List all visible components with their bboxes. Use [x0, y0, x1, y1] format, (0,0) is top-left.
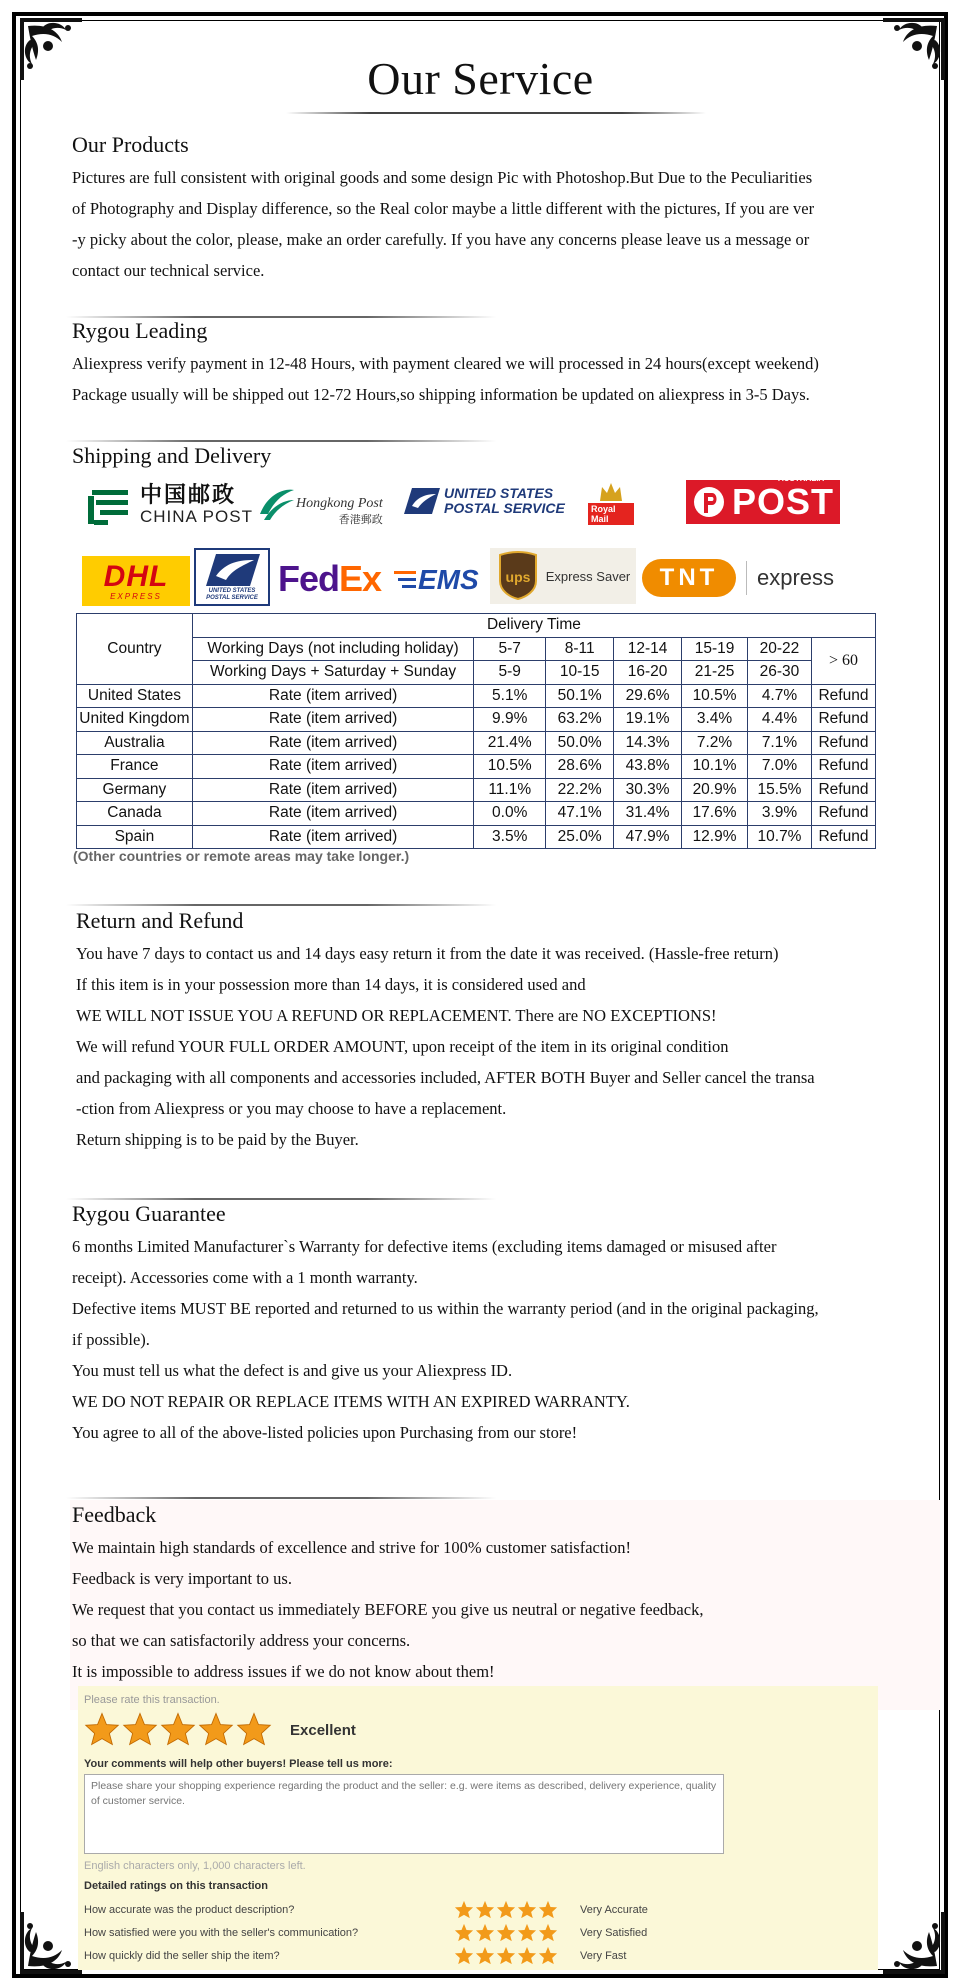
star-icon[interactable] — [496, 1900, 516, 1919]
china-post-en: CHINA POST — [140, 507, 253, 526]
hk-post-wing-icon — [258, 484, 296, 528]
dhl-logo — [82, 556, 190, 606]
paragraph-line: contact our technical service. — [72, 261, 265, 280]
country-header: Country — [77, 614, 193, 685]
rate-label-cell: Rate (item arrived) — [192, 802, 473, 826]
paragraph-line: -y picky about the color, please, make an order carefully. If you have any concerns please leave us a message or — [72, 230, 810, 249]
paragraph-line: and packaging with all components and accessories included, AFTER BOTH Buyer and Seller cancel the transa — [76, 1068, 815, 1087]
section-rygou-guarantee — [72, 1201, 892, 1448]
refund-cell: Refund — [811, 731, 875, 755]
ups-saver-text: Express Saver — [545, 568, 631, 584]
usps-small-logo — [194, 548, 270, 606]
paragraph-line: We will refund YOUR FULL ORDER AMOUNT, upon receipt of the item in its original condition — [76, 1037, 729, 1056]
table-header-row — [77, 637, 876, 661]
rate-label-cell: Rate (item arrived) — [192, 684, 473, 708]
delivery-time-table — [76, 613, 876, 849]
ems-text: EMS — [418, 564, 479, 595]
detailed-ratings-title: Detailed ratings on this transaction — [84, 1880, 268, 1892]
star-icon[interactable] — [160, 1712, 196, 1746]
rate-cell: 12.9% — [682, 825, 748, 849]
table-header-row — [77, 614, 876, 638]
paragraph-line: Pictures are full consistent with original goods and some design Pic with Photoshop.But Due to the Peculiarities — [72, 168, 813, 187]
paragraph-line: We request that you contact us immediately BEFORE you give us neutral or negative feedback, — [72, 1600, 704, 1619]
star-icon[interactable] — [496, 1923, 516, 1942]
refund-cell: Refund — [811, 802, 875, 826]
country-cell: France — [77, 755, 193, 779]
paragraph-line: 6 months Limited Manufacturer`s Warranty for defective items (excluding items damaged or misused after — [72, 1237, 777, 1256]
star-icon[interactable] — [454, 1946, 474, 1965]
paragraph-line: WE WILL NOT ISSUE YOU A REFUND OR REPLACEMENT. There are NO EXCEPTIONS! — [76, 1006, 717, 1025]
rate-cell: 5.1% — [474, 684, 546, 708]
rating-stars[interactable] — [454, 1946, 558, 1965]
rate-cell: 10.5% — [682, 684, 748, 708]
corner-ornament-icon — [18, 1910, 84, 1976]
ups-text: ups — [505, 569, 531, 585]
paragraph-line: so that we can satisfactorily address your concerns. — [72, 1631, 411, 1650]
rate-cell: 47.9% — [614, 825, 682, 849]
section-shipping — [72, 443, 892, 473]
dhl-text: DHL — [103, 559, 169, 593]
tnt-text: TNT — [642, 559, 736, 597]
rate-cell: 31.4% — [614, 802, 682, 826]
rating-answer: Very Fast — [580, 1950, 627, 1962]
tnt-divider — [746, 561, 747, 595]
section-heading: Return and Refund — [76, 908, 244, 933]
rating-question: How accurate was the product description? — [84, 1904, 295, 1916]
range-cell: 8-11 — [546, 637, 614, 661]
china-post-icon — [86, 482, 134, 530]
rate-label-cell: Rate (item arrived) — [192, 825, 473, 849]
rating-stars[interactable] — [454, 1923, 558, 1942]
country-cell: United Kingdom — [77, 708, 193, 732]
table-row — [77, 755, 876, 779]
section-heading: Shipping and Delivery — [72, 443, 272, 468]
rate-cell: 63.2% — [546, 708, 614, 732]
refund-cell: Refund — [811, 684, 875, 708]
australia-post-logo — [686, 474, 840, 524]
star-icon[interactable] — [538, 1946, 558, 1965]
overall-rating-stars[interactable] — [84, 1712, 272, 1746]
usps-eagle-icon — [202, 552, 262, 588]
table-row — [77, 825, 876, 849]
paragraph-line: if possible). — [72, 1330, 150, 1349]
rate-cell: 22.2% — [546, 778, 614, 802]
star-icon[interactable] — [475, 1946, 495, 1965]
rate-cell: 43.8% — [614, 755, 682, 779]
review-form-panel — [78, 1686, 878, 1970]
comments-textarea[interactable] — [84, 1774, 724, 1854]
star-icon[interactable] — [517, 1923, 537, 1942]
rate-cell: 20.9% — [682, 778, 748, 802]
tnt-logo — [642, 556, 842, 600]
star-icon[interactable] — [517, 1946, 537, 1965]
refund-cell: Refund — [811, 825, 875, 849]
rate-cell: 10.1% — [682, 755, 748, 779]
rate-cell: 50.1% — [546, 684, 614, 708]
table-row — [77, 731, 876, 755]
star-icon[interactable] — [538, 1923, 558, 1942]
rate-label-cell: Rate (item arrived) — [192, 708, 473, 732]
paragraph-line: Defective items MUST BE reported and returned to us within the warranty period (and in the original packaging, — [72, 1299, 819, 1318]
range-cell: 20-22 — [748, 637, 812, 661]
paragraph-line: We maintain high standards of excellence and strive for 100% customer satisfaction! — [72, 1538, 632, 1557]
rate-cell: 3.5% — [474, 825, 546, 849]
paragraph-line: Feedback is very important to us. — [72, 1569, 292, 1588]
rating-answer: Very Satisfied — [580, 1927, 648, 1939]
star-icon[interactable] — [475, 1923, 495, 1942]
range-cell: 12-14 — [614, 637, 682, 661]
royal-mail-logo — [588, 480, 634, 526]
rating-row-accuracy — [84, 1900, 684, 1922]
refund-cell: Refund — [811, 755, 875, 779]
hk-post-en: Hongkong Post — [296, 496, 383, 511]
ups-shield-icon — [496, 551, 540, 601]
rate-prompt: Please rate this transaction. — [84, 1694, 220, 1706]
range-cell: 26-30 — [748, 661, 812, 685]
china-post-logo — [86, 478, 254, 534]
table-header-row — [77, 661, 876, 685]
rate-cell: 28.6% — [546, 755, 614, 779]
working-days-weekend-label: Working Days + Saturday + Sunday — [192, 661, 473, 685]
paragraph-line: -ction from Aliexpress or you may choose to have a replacement. — [76, 1099, 507, 1118]
usps-small-text: UNITED STATES POSTAL SERVICE — [206, 588, 258, 601]
rate-cell: 3.9% — [748, 802, 812, 826]
rating-stars[interactable] — [454, 1900, 558, 1919]
rate-cell: 25.0% — [546, 825, 614, 849]
section-return-refund — [76, 908, 896, 1155]
star-icon[interactable] — [454, 1923, 474, 1942]
table-row — [77, 802, 876, 826]
range-cell: 16-20 — [614, 661, 682, 685]
usps-eagle-icon — [404, 488, 440, 514]
rating-row-shipping-speed — [84, 1946, 684, 1968]
rate-cell: 0.0% — [474, 802, 546, 826]
star-icon[interactable] — [496, 1946, 516, 1965]
paragraph-line: receipt). Accessories come with a 1 month warranty. — [72, 1268, 418, 1287]
rate-cell: 4.4% — [748, 708, 812, 732]
section-divider — [66, 1497, 496, 1499]
paragraph-line: Aliexpress verify payment in 12-48 Hours, with payment cleared we will processed in 24 hours(except weekend) — [72, 354, 819, 373]
range-cell: 15-19 — [682, 637, 748, 661]
ems-speed-lines-icon — [392, 567, 418, 593]
range-cell: 10-15 — [546, 661, 614, 685]
character-limit-hint: English characters only, 1,000 characters left. — [84, 1860, 306, 1872]
usps-logo — [404, 482, 574, 520]
table-row — [77, 778, 876, 802]
country-cell: Germany — [77, 778, 193, 802]
section-feedback — [72, 1502, 892, 1687]
rate-cell: 50.0% — [546, 731, 614, 755]
fedex-ex: Ex — [339, 558, 382, 599]
rate-cell: 14.3% — [614, 731, 682, 755]
country-cell: Spain — [77, 825, 193, 849]
fedex-logo — [278, 556, 386, 602]
star-icon[interactable] — [475, 1900, 495, 1919]
auspost-big: POST — [731, 481, 834, 522]
paragraph-line: You agree to all of the above-listed policies upon Purchasing from our store! — [72, 1423, 578, 1442]
delivery-time-header: Delivery Time — [192, 614, 875, 638]
tnt-express: express — [757, 565, 835, 590]
rate-cell: 30.3% — [614, 778, 682, 802]
remote-areas-note: (Other countries or remote areas may take longer.) — [73, 848, 410, 864]
comments-label: Your comments will help other buyers! Please tell us more: — [84, 1758, 393, 1770]
star-icon[interactable] — [198, 1712, 234, 1746]
star-icon[interactable] — [84, 1712, 120, 1746]
rate-cell: 10.7% — [748, 825, 812, 849]
rate-cell: 3.4% — [682, 708, 748, 732]
star-icon[interactable] — [538, 1900, 558, 1919]
section-divider — [66, 1198, 496, 1200]
usps-line1: UNITED STATES — [444, 485, 554, 501]
dhl-sub: EXPRESS — [110, 591, 162, 601]
star-icon[interactable] — [122, 1712, 158, 1746]
over-sixty-cell: > 60 — [811, 637, 875, 684]
rate-cell: 7.2% — [682, 731, 748, 755]
corner-ornament-icon — [881, 1910, 947, 1976]
page-title: Our Service — [367, 53, 594, 104]
rate-cell: 47.1% — [546, 802, 614, 826]
rate-cell: 21.4% — [474, 731, 546, 755]
fedex-fed: Fed — [278, 558, 340, 599]
star-icon[interactable] — [236, 1712, 272, 1746]
star-icon[interactable] — [517, 1900, 537, 1919]
section-rygou-leading — [72, 318, 892, 410]
country-cell: United States — [77, 684, 193, 708]
rate-cell: 11.1% — [474, 778, 546, 802]
table-row — [77, 684, 876, 708]
rating-answer: Very Accurate — [580, 1904, 648, 1916]
country-cell: Australia — [77, 731, 193, 755]
title-divider — [286, 112, 706, 114]
paragraph-line: If this item is in your possession more than 14 days, it is considered used and — [76, 975, 586, 994]
paragraph-line: It is impossible to address issues if we do not know about them! — [72, 1662, 495, 1681]
rating-question: How satisfied were you with the seller's communication? — [84, 1927, 359, 1939]
rate-cell: 10.5% — [474, 755, 546, 779]
working-days-label: Working Days (not including holiday) — [192, 637, 473, 661]
usps-line2: POSTAL SERVICE — [444, 500, 565, 516]
auspost-small: AUSTRALIA — [777, 474, 825, 483]
crown-icon — [598, 481, 624, 503]
refund-cell: Refund — [811, 708, 875, 732]
rate-cell: 9.9% — [474, 708, 546, 732]
refund-cell: Refund — [811, 778, 875, 802]
hongkong-post-logo — [258, 476, 386, 536]
paragraph-line: You have 7 days to contact us and 14 days easy return it from the date it was received. (Hassle-free return) — [76, 944, 779, 963]
star-icon[interactable] — [454, 1900, 474, 1919]
section-heading: Rygou Leading — [72, 318, 208, 343]
country-cell: Canada — [77, 802, 193, 826]
rate-cell: 7.0% — [748, 755, 812, 779]
rating-row-communication — [84, 1923, 684, 1945]
table-row — [77, 708, 876, 732]
royal-mail-text: Royal Mail — [588, 503, 634, 525]
rate-label-cell: Rate (item arrived) — [192, 755, 473, 779]
paragraph-line: of Photography and Display difference, so the Real color maybe a little different with the pictures, If you are ver — [72, 199, 815, 218]
rate-cell: 17.6% — [682, 802, 748, 826]
paragraph-line: WE DO NOT REPAIR OR REPLACE ITEMS WITH AN EXPIRED WARRANTY. — [72, 1392, 630, 1411]
section-divider — [66, 904, 496, 906]
overall-rating-label: Excellent — [290, 1722, 356, 1739]
rating-question: How quickly did the seller ship the item? — [84, 1950, 280, 1962]
section-divider — [66, 440, 496, 442]
china-post-cn: 中国邮政 — [140, 482, 237, 507]
hk-post-cn: 香港郵政 — [338, 514, 383, 526]
range-cell: 5-7 — [474, 637, 546, 661]
section-heading: Our Products — [72, 132, 189, 157]
range-cell: 21-25 — [682, 661, 748, 685]
paragraph-line: Package usually will be shipped out 12-72 Hours,so shipping information be updated on aliexpress in 3-5 Days. — [72, 385, 810, 404]
rate-cell: 19.1% — [614, 708, 682, 732]
rate-label-cell: Rate (item arrived) — [192, 778, 473, 802]
ems-logo — [392, 560, 484, 600]
section-heading: Feedback — [72, 1502, 157, 1527]
rate-label-cell: Rate (item arrived) — [192, 731, 473, 755]
paragraph-line: Return shipping is to be paid by the Buyer. — [76, 1130, 359, 1149]
rate-cell: 7.1% — [748, 731, 812, 755]
range-cell: 5-9 — [474, 661, 546, 685]
auspost-p-icon — [692, 485, 726, 519]
rate-cell: 15.5% — [748, 778, 812, 802]
rate-cell: 29.6% — [614, 684, 682, 708]
section-our-products — [72, 132, 892, 286]
rate-cell: 4.7% — [748, 684, 812, 708]
paragraph-line: You must tell us what the defect is and give us your Aliexpress ID. — [72, 1361, 513, 1380]
section-heading: Rygou Guarantee — [72, 1201, 226, 1226]
ups-logo — [490, 548, 636, 604]
